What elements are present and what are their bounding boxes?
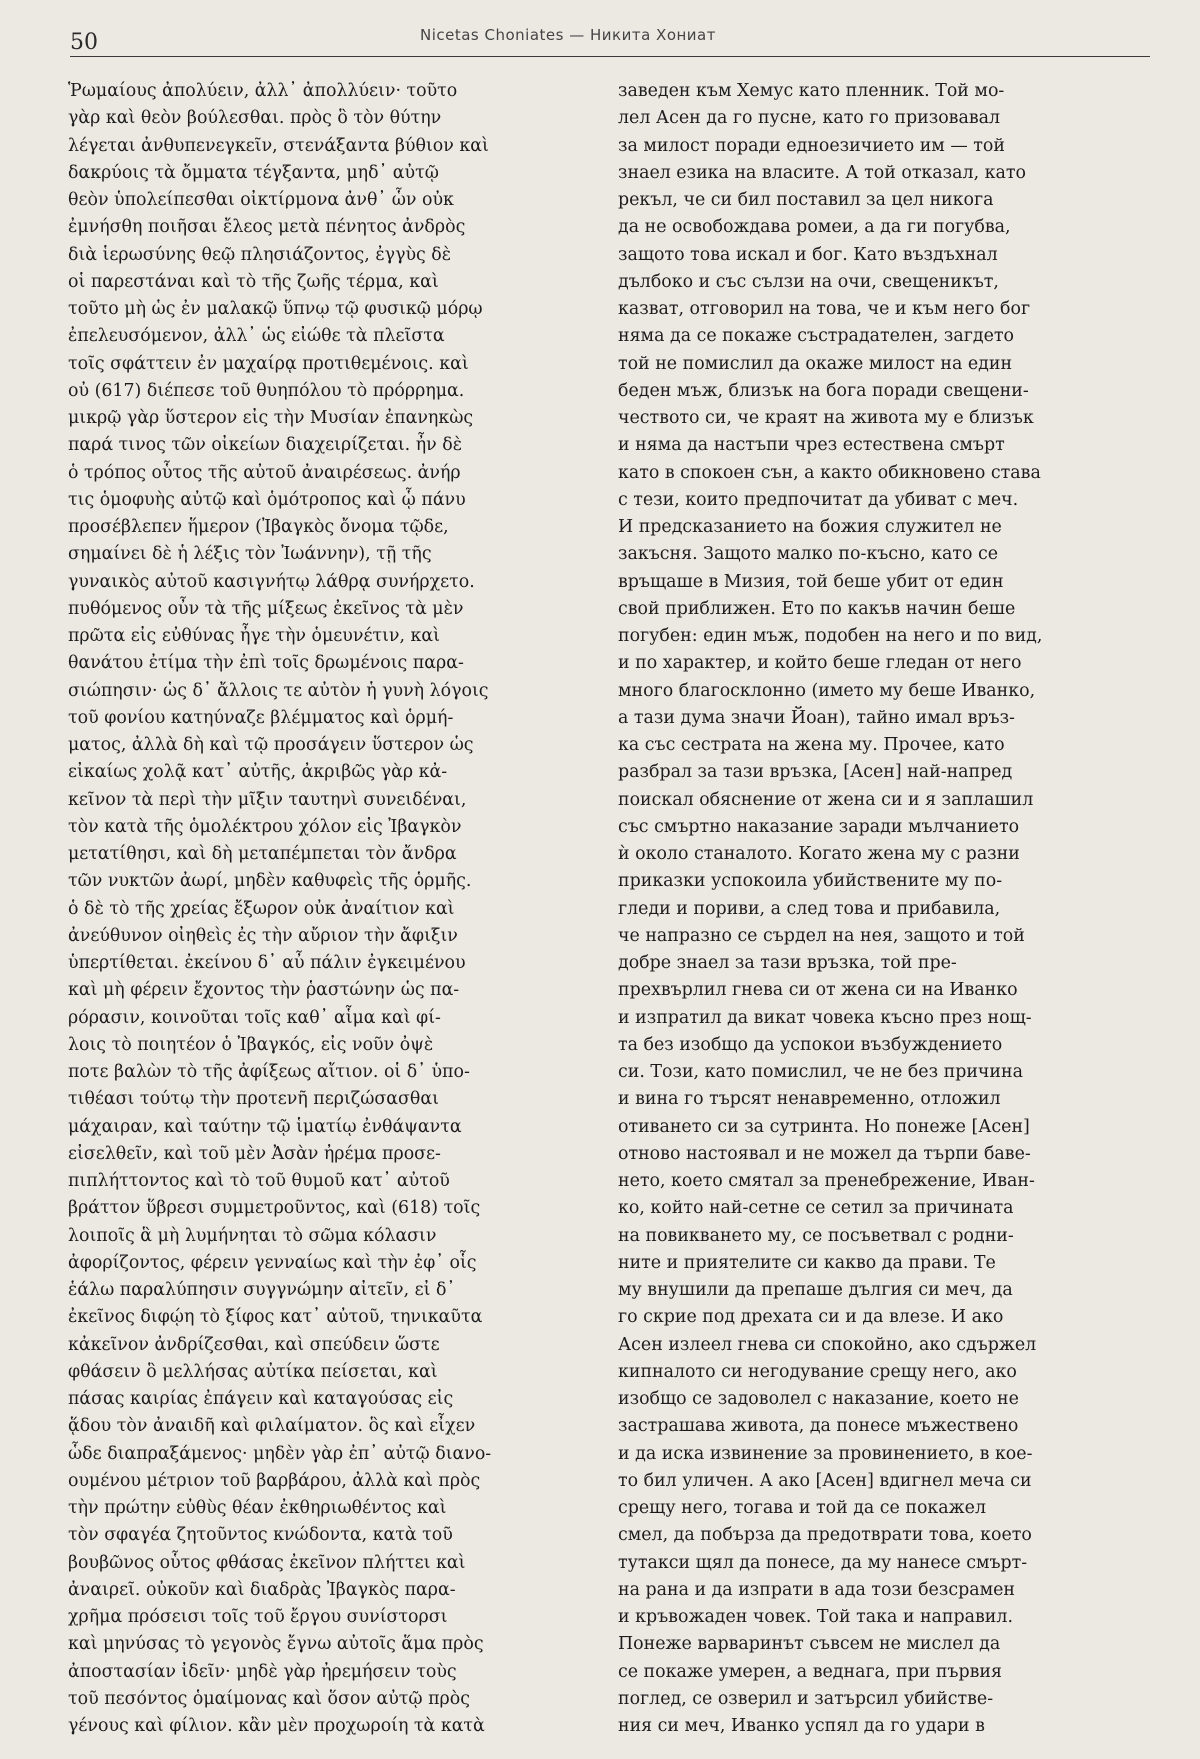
text-line: на рана и да изпрати в ада този безсрамен (618, 1579, 1015, 1600)
text-line: τοῦτο μὴ ὡς ἐν μαλακῷ ὕπνῳ τῷ φυσικῷ μόρῳ (68, 299, 483, 319)
text-line: ὑπερτίθεται. ἐκείνου δ᾿ αὖ πάλιν ἐγκειμένου (68, 953, 466, 973)
text-line: μετατίθησι, καὶ δὴ μεταπέμπεται τὸν ἄνδρα (68, 844, 457, 864)
text-line: и вина го търсят ненавременно, отложил (618, 1089, 1001, 1110)
text-line: добре знаел за тази връзка, той пре- (618, 953, 957, 973)
text-line: σιώπησιν· ὡς δ᾿ ἄλλοις τε αὐτὸν ἡ γυνὴ λόγοις (68, 680, 489, 701)
text-line: знаел езика на власите. А той отказал, като (618, 162, 1026, 183)
text-line: се покаже умерен, а веднага, при първия (618, 1661, 1002, 1682)
text-line: πάσας καιρίας ἐπάγειν καὶ καταγούσας εἰς (68, 1389, 454, 1409)
text-line: ποτε βαλὼν τὸ τῆς ἀφίξεως αἴτιον. οἱ δ᾿ ὑπο- (68, 1062, 470, 1082)
text-line: смел, да побърза да предотврати това, което (618, 1525, 1032, 1546)
text-line: ἐκεῖνος διφῴη τὸ ξίφος κατ᾿ αὐτοῦ, τηνικαῦτα (68, 1307, 483, 1328)
text-line: φθάσειν ὃ μελλήσας αὐτίκα πείσεται, καὶ (68, 1361, 438, 1382)
text-line: изобщо се задоволел с наказание, което не (618, 1389, 1019, 1409)
text-line: Ῥωμαίους ἀπολύειν, ἀλλ᾿ ἀπολλύειν· τοῦτο (68, 81, 458, 101)
text-line: връщаше в Мизия, той беше убит от един (618, 571, 1004, 592)
text-line: със смъртно наказание заради мълчанието (618, 816, 1020, 837)
text-line: дълбоко и със сълзи на очи, свещеникът, (618, 271, 999, 292)
text-line: беден мъж, близък на бога поради свещени- (618, 380, 1029, 401)
text-line: погубен: един мъж, подобен на него и по вид, (618, 626, 1043, 646)
text-line: τὴν πρώτην εὐθὺς θέαν ἐκθηριωθέντος καὶ (68, 1498, 447, 1518)
text-line: ἀναιρεῖ. οὐκοῦν καὶ διαδρὰς Ἰβαγκὸς παρα- (68, 1579, 456, 1600)
text-line: и кръвожаден човек. Той така и направил. (618, 1607, 1013, 1627)
greek-text-column (68, 78, 584, 1740)
text-line: лел Асен да го пусне, като го призовавал (618, 108, 1001, 129)
text-line: βουβῶνος οὗτος φθάσας ἐκεῖνον πλήττει καὶ (68, 1552, 466, 1573)
text-line: γένους καὶ φίλιον. κἂν μὲν προχωροίη τὰ κατὰ (68, 1716, 485, 1736)
text-line: нето, което смятал за пренебрежение, Иван- (618, 1171, 1035, 1191)
text-line: тутакси щял да понесе, да му нанесе смърт- (618, 1552, 1028, 1573)
text-line: си. Този, като помислил, че не без причина (618, 1062, 1023, 1082)
text-line: βράττον ὕβρεσι συμμετροῦντος, καὶ (618) τοῖς (68, 1198, 481, 1219)
text-line: πρῶτα εἰς εὐθύνας ἦγε τὴν ὁμευνέτιν, καὶ (68, 626, 440, 646)
text-line: то бил уличен. А ако [Асен] вдигнел меча си (618, 1470, 1032, 1491)
text-line: τιθέασι τούτῳ τὴν προτενῆ περιζώσασθαι (68, 1089, 439, 1110)
text-line: го скрие под дрехата си и да влезе. И ако (618, 1307, 1004, 1328)
text-line: μάχαιραν, καὶ ταύτην τῷ ἱματίῳ ἐνθάψαντα (68, 1116, 462, 1137)
text-line: διὰ ἱερωσύνης θεῷ πλησιάζοντος, ἐγγὺς δὲ (68, 244, 452, 265)
text-line: τὸν κατὰ τῆς ὁμολέκτρου χόλον εἰς Ἰβαγκὸν (68, 816, 462, 837)
text-line: τοῦ πεσόντος ὁμαίμονας καὶ ὅσον αὐτῷ πρὸς (68, 1688, 470, 1709)
text-line: поискал обяснение от жена си и я заплашил (618, 789, 1034, 810)
text-line: му внушили да препаше дългия си меч, да (618, 1280, 1013, 1300)
text-line: с тези, които предпочитат да убиват с меч. (618, 489, 1019, 510)
text-line: σημαίνει δὲ ἡ λέξις τὸν Ἰωάννην), τῇ τῆς (68, 544, 432, 565)
text-line: κεῖνον τὰ περὶ τὴν μῖξιν ταυτηνὶ συνειδέναι, (68, 789, 467, 810)
page-number: 50 (70, 30, 98, 55)
text-line: ᾅδου τὸν ἀναιδῆ καὶ φιλαίματον. ὃς καὶ εἶχεν (68, 1416, 476, 1437)
text-line: разбрал за тази връзка, [Асен] най-напред (618, 762, 1013, 783)
text-line: ἑάλω παραλύπησιν συγγνώμην αἰτεῖν, εἰ δ᾿ (68, 1280, 456, 1300)
text-line: τοῦ φονίου κατηύναζε βλέμματος καὶ ὁρμή- (68, 707, 454, 728)
text-line: ουμένου μέτριον τοῦ βαρβάρου, ἀλλὰ καὶ πρὸς (68, 1470, 481, 1491)
text-line: чеството си, че краят на живота му е близък (618, 408, 1034, 428)
text-line: заведен към Хемус като пленник. Той мо- (618, 81, 1005, 101)
text-line: οἱ παρεστάναι καὶ τὸ τῆς ζωῆς τέρμα, καὶ (68, 271, 439, 292)
text-line: ρόρασιν, κοινοῦται τοῖς καθ᾿ αἷμα καὶ φί- (68, 1007, 441, 1028)
text-line: че напразно се сърдел на нея, защото и той (618, 925, 1025, 946)
text-line: ὧδε διαπραξάμενος· μηδὲν γὰρ ἐπ᾿ αὐτῷ διανο- (68, 1443, 492, 1464)
text-line: свой приближен. Ето по какъв начин беше (618, 598, 1016, 619)
text-line: застрашава живота, да понесе мъжествено (618, 1416, 1019, 1437)
text-line: да не освобождава ромеи, а да ги погубва, (618, 217, 1011, 238)
text-line: χρῆμα πρόσεισι τοῖς τοῦ ἔργου συνίστορσι (68, 1607, 448, 1627)
text-line: ὁ τρόπος οὗτος τῆς αὐτοῦ ἀναιρέσεως. ἀνήρ (68, 462, 461, 483)
text-line: и по характер, и който беше гледан от него (618, 653, 1022, 674)
text-line: πιπλήττοντος καὶ τὸ τοῦ θυμοῦ κατ᾿ αὐτοῦ (68, 1171, 450, 1191)
text-line: ἀποστασίαν ἰδεῖν· μηδὲ γὰρ ἠρεμήσειν τοὺς (68, 1661, 457, 1682)
text-line: приказки успокоила убийствените му по- (618, 871, 1003, 892)
text-line: гледи и пориви, а след това и прибавила, (618, 898, 1001, 919)
text-line: ἀφορίζοντος, φέρειν γενναίως καὶ τὴν ἐφ᾿ οἷς (68, 1252, 477, 1273)
text-line: λοις τὸ ποιητέον ὁ Ἰβαγκός, εἰς νοῦν ὀψὲ (68, 1034, 434, 1055)
text-line: τῶν νυκτῶν ἀωρί, μηδὲν καθυφεὶς τῆς ὁρμῆς. (68, 871, 472, 892)
text-line: та без изобщо да успокои възбуждението (618, 1034, 1003, 1055)
text-line: ните и приятелите си какво да прави. Те (618, 1252, 996, 1273)
text-line: γὰρ καὶ θεὸν βούλεσθαι. πρὸς ὃ τὸν θύτην (68, 108, 442, 129)
text-line: ἐπελευσόμενον, ἀλλ᾿ ὡς εἰώθε τὰ πλεῖστα (68, 326, 445, 347)
text-line: ὁ δὲ τὸ τῆς χρείας ἔξωρον οὐκ ἀναίτιον καὶ (68, 898, 455, 919)
text-line: πυθόμενος οὖν τὰ τῆς μίξεως ἐκεῖνος τὰ μὲν (68, 598, 464, 619)
text-line: като в спокоен сън, а както обикновено става (618, 462, 1041, 483)
text-line: отново настоявал и не можел да търпи баве- (618, 1143, 1031, 1164)
text-line: ния си меч, Иванко успял да го удари в (618, 1716, 985, 1736)
text-line: рекъл, че си бил поставил за цел никога (618, 190, 994, 210)
text-line: казват, отговорил на това, че и към него бог (618, 299, 1031, 319)
text-line: отиването си за сутринта. Но понеже [Асен] (618, 1116, 1030, 1137)
text-line: καὶ μηνύσας τὸ γεγονὸς ἔγνω αὐτοῖς ἅμα πρὸς (68, 1634, 484, 1655)
text-line: прехвърлил гнева си от жена си на Иванко (618, 980, 1018, 1001)
text-line: и изпратил да викат човека късно през нощ- (618, 1007, 1032, 1028)
text-line: поглед, се озверил и затърсил убийстве- (618, 1688, 994, 1709)
text-line: κἀκεῖνον ἀνδρίζεσθαι, καὶ σπεύδειν ὥστε (68, 1334, 440, 1355)
text-line: на повикването му, се посъветвал с родни- (618, 1225, 1014, 1246)
text-line: εἰκαίως χολᾷ κατ᾿ αὐτῆς, ἀκριβῶς γὰρ κἀ- (68, 762, 448, 783)
text-line: И предсказанието на божия служител не (618, 517, 1002, 537)
text-line: закъсня. Защото малко по-късно, като се (618, 544, 999, 565)
text-line: καὶ μὴ φέρειν ἔχοντος τὴν ῥαστώνην ὡς πα- (68, 980, 460, 1001)
text-line: τὸν σφαγέα ζητοῦντος κνώδοντα, κατὰ τοῦ (68, 1525, 453, 1546)
page-header (70, 26, 1150, 58)
text-line: τοῖς σφάττειν ἐν μαχαίρᾳ προτιθεμένοις. καὶ (68, 353, 469, 374)
text-line: ка със сестрата на жена му. Прочее, като (618, 735, 1005, 755)
text-line: προσέβλεπεν ἥμερον (Ἰβαγκὸς ὄνομα τῷδε, (68, 517, 449, 537)
text-line: Асен излеел гнева си спокойно, ако сдържел (618, 1334, 1037, 1355)
text-line: няма да се покаже състрадателен, загдето (618, 326, 1014, 347)
text-line: θεὸν ὑπολείπεσθαι οἰκτίρμονα ἀνθ᾿ ὧν οὐκ (68, 190, 454, 210)
text-line: εἰσελθεῖν, καὶ τοῦ μὲν Ἀσὰν ἠρέμα προσε- (68, 1143, 441, 1164)
text-line: γυναικὸς αὐτοῦ κασιγνήτῳ λάθρᾳ συνήρχετο. (68, 571, 475, 592)
header-rule (70, 56, 1150, 57)
text-line: τις ὁμοφυὴς αὐτῷ καὶ ὁμότροπος καὶ ᾧ πάνυ (68, 489, 466, 510)
text-line: λέγεται ἀνθυπενεγκεῖν, στενάξαντα βύθιον καὶ (68, 135, 489, 156)
text-line: οὐ (617) διέπεσε τοῦ θυηπόλου τὸ πρόρρημα. (68, 380, 465, 401)
text-line: срещу него, тогава и той да се покажел (618, 1498, 986, 1518)
text-line: θανάτου ἐτίμα τὴν ἐπὶ τοῖς δρωμένοις παρα- (68, 653, 464, 674)
bulgarian-text-column (618, 78, 1150, 1740)
text-line: защото това искал и бог. Като въздъхнал (618, 244, 998, 265)
text-line: παρά τινος τῶν οἰκείων διαχειρίζεται. ἦν δὲ (68, 435, 463, 456)
text-line: и няма да настъпи чрез естествена смърт (618, 435, 1005, 456)
text-line: кипналото си негодувание срещу него, ако (618, 1361, 1017, 1382)
text-line: за милост поради едноезичието им — той (618, 135, 1005, 156)
text-line: μικρῷ γὰρ ὕστερον εἰς τὴν Μυσίαν ἐπανηκὼς (68, 408, 474, 428)
text-line: δακρύοις τὰ ὄμματα τέγξαντα, μηδ᾿ αὐτῷ (68, 162, 439, 183)
text-line: той не помислил да окаже милост на един (618, 353, 1013, 374)
text-line: ко, който най-сетне се сетил за причината (618, 1198, 1014, 1219)
text-line: а тази дума значи Йоан), тайно имал връз- (618, 707, 1015, 728)
text-line: Понеже варваринът съвсем не мислел да (618, 1634, 1001, 1655)
text-line: λοιποῖς ἃ μὴ λυμήνηται τὸ σῶμα κόλασιν (68, 1225, 437, 1246)
text-line: ἐμνήσθη ποιῆσαι ἔλεος μετὰ πένητος ἀνδρὸς (68, 217, 466, 238)
text-line: ѝ около станалото. Когато жена му с разни (618, 844, 1020, 864)
text-line: и да иска извинение за провинението, в кое- (618, 1443, 1033, 1464)
text-line: ματος, ἀλλὰ δὴ καὶ τῷ προσάγειν ὕστερον ὡς (68, 735, 474, 755)
running-head: Nicetas Choniates — Никита Хониат (420, 26, 716, 44)
text-line: много благосклонно (името му беше Иванко, (618, 680, 1036, 701)
text-line: ἀνεύθυνον οἰηθεὶς ἐς τὴν αὔριον τὴν ἄφιξιν (68, 925, 458, 946)
